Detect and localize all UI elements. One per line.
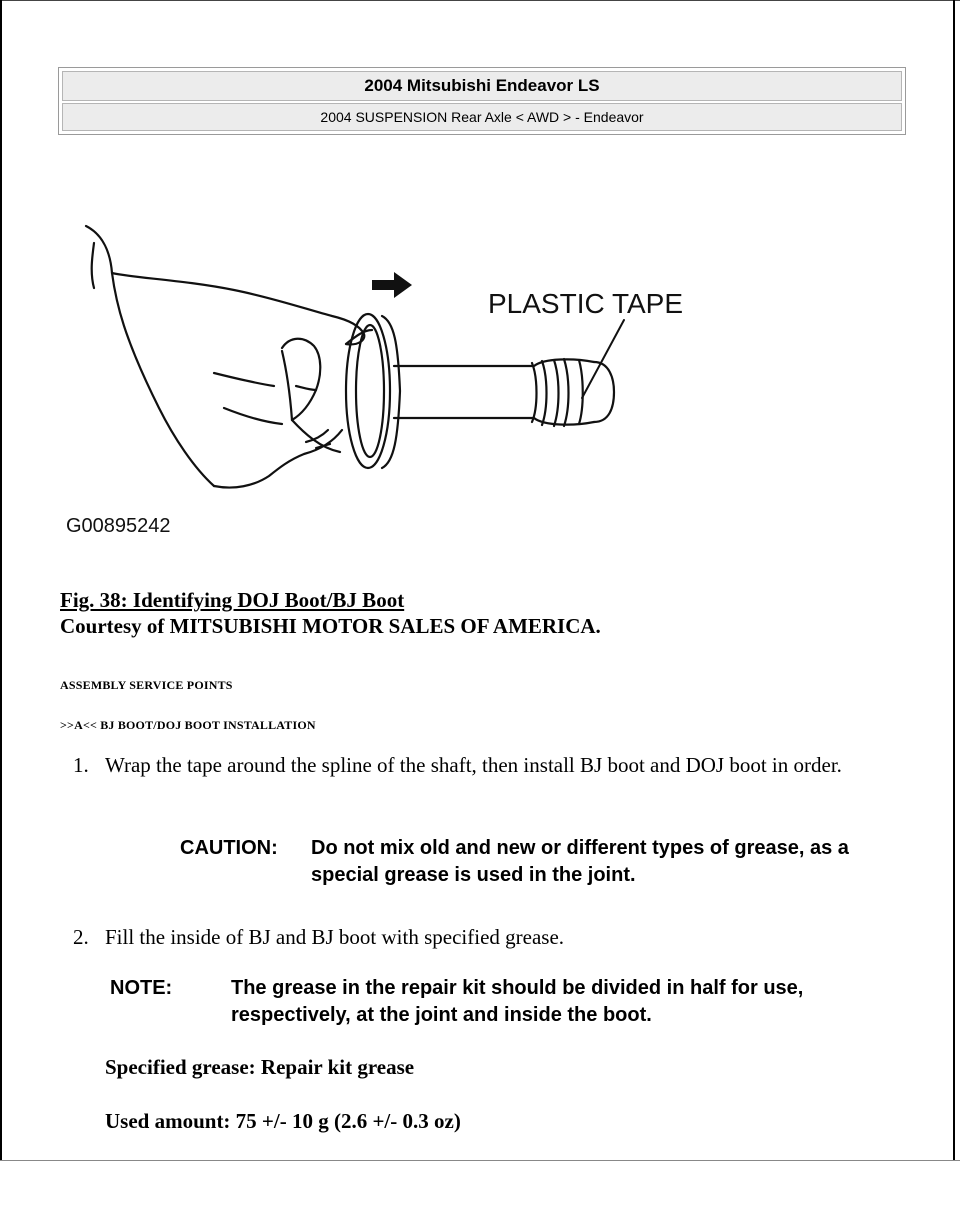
header-title: 2004 Mitsubishi Endeavor LS bbox=[62, 71, 902, 101]
spec-amount: Used amount: 75 +/- 10 g (2.6 +/- 0.3 oz) bbox=[105, 1109, 461, 1133]
note-block bbox=[110, 975, 900, 1029]
label-leader-line bbox=[582, 320, 624, 398]
caution-text: Do not mix old and new or different types of grease, as a special grease is used in the joint. bbox=[311, 837, 849, 886]
forearm-inner-line bbox=[92, 243, 94, 288]
step-number: 2. bbox=[73, 925, 89, 949]
knuckle-line-1 bbox=[214, 373, 274, 386]
document-header bbox=[58, 67, 906, 135]
boot-ring-inner bbox=[356, 325, 384, 457]
step-item-1 bbox=[73, 752, 913, 779]
step-text: Wrap the tape around the spline of the shaft, then install BJ boot and DOJ boot in order. bbox=[105, 753, 842, 777]
tape-line-2 bbox=[554, 360, 559, 426]
section-heading: ASSEMBLY SERVICE POINTS bbox=[60, 678, 233, 692]
tape-line-4 bbox=[579, 360, 583, 424]
hand-top-outline bbox=[112, 273, 364, 344]
page-right-edge bbox=[953, 0, 955, 1160]
figure-code: G00895242 bbox=[66, 515, 171, 537]
tape-line-3 bbox=[564, 359, 569, 426]
step-number: 1. bbox=[73, 753, 89, 777]
step-item-2 bbox=[73, 924, 913, 951]
forearm-outline bbox=[86, 226, 214, 486]
subsection-heading: >>A<< BJ BOOT/DOJ BOOT INSTALLATION bbox=[60, 718, 316, 732]
caution-label: CAUTION: bbox=[180, 837, 278, 859]
step-text: Fill the inside of BJ and BJ boot with specified grease. bbox=[105, 925, 565, 949]
page-left-edge bbox=[0, 0, 2, 1160]
shaft-spline-start bbox=[532, 363, 537, 422]
header-subtitle: 2004 SUSPENSION Rear Axle < AWD > - Endeavor bbox=[62, 103, 902, 131]
tape-line-1 bbox=[542, 361, 547, 425]
note-label: NOTE: bbox=[110, 977, 173, 999]
figure-caption-title: Fig. 38: Identifying DOJ Boot/BJ Boot bbox=[60, 588, 405, 612]
page-bottom-edge bbox=[0, 1160, 960, 1161]
figure-illustration bbox=[64, 218, 704, 548]
figure-label-plastic-tape: PLASTIC TAPE bbox=[488, 288, 684, 319]
palm-outline bbox=[214, 430, 342, 488]
figure-caption bbox=[60, 587, 601, 639]
spec-grease: Specified grease: Repair kit grease bbox=[105, 1055, 415, 1079]
knuckle-line-2 bbox=[224, 408, 282, 424]
figure-caption-courtesy: Courtesy of MITSUBISHI MOTOR SALES OF AMERICA. bbox=[60, 614, 601, 638]
page-top-edge bbox=[0, 0, 960, 1]
caution-block bbox=[180, 835, 880, 889]
note-text: The grease in the repair kit should be divided in half for use, respectively, at the joint and inside the boot. bbox=[231, 977, 804, 1026]
finger-crease-1 bbox=[296, 386, 316, 390]
direction-arrow-icon bbox=[372, 272, 412, 298]
